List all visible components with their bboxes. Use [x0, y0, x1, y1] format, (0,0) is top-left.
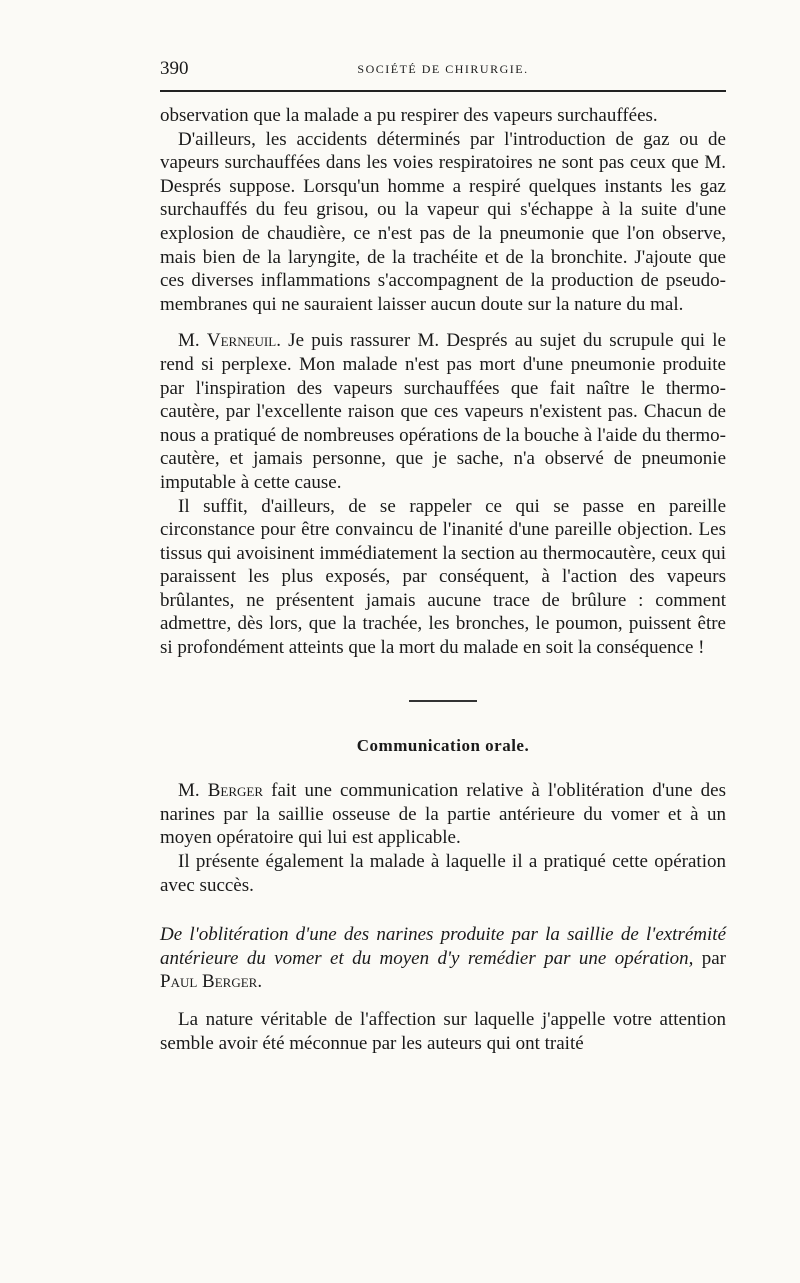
paragraph-suffit: Il suffit, d'ailleurs, de se rappeler ce qui se passe en pareille circonstance pour être convaincu de l'inanité d'une pareille objection. Les tissus qui avoisinent immédiatement la section au thermocautère, ceux qui paraissent les plus exposés, par conséquent, à l'action des vapeurs brûlantes, ne présentent jamais aucune trace de brûlure : comment admettre, dès lors, que la trachée, les bronches, le poumon, puissent être si profondément atteints que la mort du malade en soit la conséquence ! — [160, 495, 726, 659]
article-author: Paul Berger. — [160, 971, 263, 993]
speaker-name: Verneuil. — [206, 330, 281, 352]
speaker-name: Berger — [207, 780, 264, 802]
paragraph-presente: Il présente également la malade à laquelle il a pratiqué cette opération avec succès. — [160, 851, 726, 896]
paragraph-text: fait une communication relative à l'oblitération d'une des narines par la saillie osseuse de la partie antérieure du vomer et à un moyen opératoire qui lui est applicable. — [160, 780, 727, 849]
paragraph-verneuil — [160, 329, 726, 494]
paragraph-continuation: observation que la malade a pu respirer des vapeurs surchauffées. — [160, 105, 658, 126]
paragraph-ailleurs: D'ailleurs, les accidents déterminés par l'introduction de gaz ou de vapeurs surchauffées dans les voies respiratoires ne sont pas ceux que M. Després suppose. Lorsqu'un homme a respiré quelques instants les gaz surchauffés du feu grisou, ou la vapeur qui s'échappe à la suite d'une explosion de chaudière, ce n'est pas de la pneumonie que l'on observe, mais bien de la laryngite, de la trachéite et de la bronchite. J'ajoute que ces diverses inflammations s'accompagnent de la production de pseudo-membranes qui ne sauraient laisser aucun doute sur la nature du mal. — [160, 128, 726, 315]
paragraph-text: Je puis rassurer M. Després au sujet du scrupule qui le rend si perplexe. Mon malade n'est pas mort d'une pneumonie produite par l'inspiration des vapeurs surchauffées que fait naître le thermo-cautère, par l'excellente raison que ces vapeurs n'existent pas. Chacun de nous a pratiqué de nombreuses opérations de la bouche à l'aide du thermo-cautère, et jamais personne, que je sache, n'a observé de pneumonie imputable à cette cause. — [160, 330, 726, 493]
running-head: SOCIÉTÉ DE CHIRURGIE. — [357, 62, 529, 76]
page-number: 390 — [160, 58, 189, 79]
article-title-text: De l'oblitération d'une des narines produite par la saillie de l'extrémité antérieure du vomer et du moyen d'y remédier par une opération, — [160, 924, 726, 969]
paragraph-nature: La nature véritable de l'affection sur laquelle j'appelle votre attention semble avoir été méconnue par les auteurs qui ont traité — [160, 1009, 726, 1054]
body-text — [160, 104, 726, 1055]
header-rule — [160, 90, 726, 92]
section-title: Communication orale. — [356, 735, 530, 755]
article-title-block — [160, 923, 726, 994]
speaker-prefix: M. — [178, 780, 200, 802]
section-separator — [409, 700, 477, 702]
speaker-prefix: M. — [178, 330, 200, 352]
paragraph-berger — [160, 779, 726, 850]
article-by: par — [701, 947, 727, 969]
article-title — [160, 923, 726, 994]
page-header — [160, 58, 726, 86]
